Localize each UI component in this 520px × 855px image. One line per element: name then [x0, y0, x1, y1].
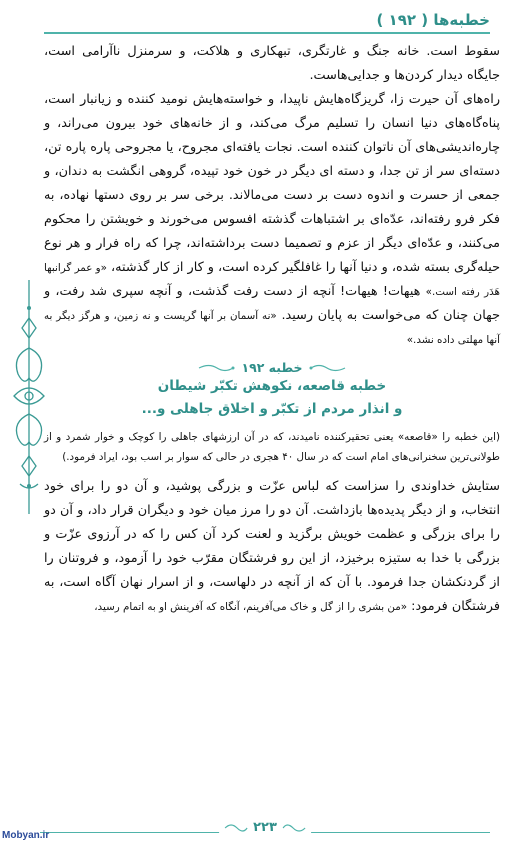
header-title: خطبه‌ها ( ۱۹۲ )	[376, 11, 490, 29]
page-content	[44, 40, 500, 619]
footer-left-flourish-icon	[223, 822, 249, 834]
left-flourish-icon	[309, 363, 347, 373]
paragraph-1: سقوط است. خانه جنگ و غارتگری، تبهکاری و هلاکت، و سرمنزل ناآرامی است، جایگاه دیدار کردن‌ها و جدایی‌هاست.	[44, 44, 500, 83]
right-flourish-icon	[197, 363, 235, 373]
sermon-body	[44, 475, 500, 619]
sermon-body-main: ستایش خداوندی را سزاست که لباس عزّت و بزرگی پوشید، و آن دو را برای خود انتخاب، و از دیگر پدیده‌ها بازداشت. آن دو را مرز میان خود و دیگران قرار داد، و آن دو را برای بزرگی و عظمت خویش برگزید و لعنت کرد آن کس را که در آرزوی عزّت و بزرگی با خدا به ستیزه برخیزد، از این رو فرشتگان مقرّب خود را آزمود، و فروتنان را از گردنکشان جدا فرمود. با آن که از آنچه در دلهاست، و از اسرار نهان آگاه است، به فرشتگان فرمود:	[44, 479, 500, 614]
sermon-title-line-2: و انذار مردم از تکبّر و اخلاق جاهلی و...	[141, 401, 403, 417]
intro-note: (این خطبه را «قاصعه» یعنی تحقیرکننده نامیدند، که در آن ارزشهای جاهلی را کوچک و خوار شمرد و از طولانی‌ترین سخنرانی‌های امام است که در سال ۴۰ هجری در حالی که سوار بر اسب بود، ایراد فرمود.)	[44, 431, 500, 463]
header-rule	[44, 32, 490, 34]
paragraph-2-main: راه‌های آن حیرت زا، گریزگاه‌هایش ناپیدا، و خواسته‌هایش نومید کننده و زیانبار است، پناه‌گاه‌های دنیا انسان را تسلیم مرگ می‌کند، و از خانه‌های خود بیرون می‌راند، و چاره‌اندیشی‌های آن ناتوان کننده است. نجات یافته‌ای مجروح، یا مجروحی پاره پاره تن، دسته‌ای سر از تن جدا، و دسته ای دیگر در خون خود تپیده، گروهی انگشت به دندان، و جمعی از حسرت و اندوه دست بر دست می‌مالاند. برخی سر بر روی دستها نهاده، به فکر فرو رفته‌اند، عدّه‌ای بر اشتباهات گذشته افسوس می‌خورند و خویشتن را محکوم می‌کنند، و عدّه‌ای دیگر از عزم و تصمیما دست برداشته‌اند، چرا که راه فرار و هر نوع حیله‌گری بسته شده، و دنیا آنها را غافلگیر کرده است، و کار از کار گذشته،	[44, 92, 500, 275]
paragraph-2-middle: هیهات! هیهات! آنچه از دست رفت گذشت، و آنچه سپری شد رفت، و جهان چنان که می‌خواست به پایان رسید.	[44, 284, 500, 323]
page-header	[44, 6, 490, 34]
side-ornament-icon	[6, 278, 52, 516]
quote-heaven-earth: «نه آسمان بر آنها گریست و نه زمین، و هرگز دیگر به آنها مهلتی داده نشد.»	[44, 310, 500, 346]
site-watermark: Mobyan.ir	[2, 830, 50, 841]
footer-right-flourish-icon	[281, 822, 307, 834]
page-number: ۲۲۳	[253, 820, 277, 835]
footer-ornament	[219, 820, 311, 835]
sermon-body-quote: «من بشری را از گل و خاک می‌آفرینم، آنگاه که آفرینش او به اتمام رسید،	[94, 601, 408, 613]
paragraph-2	[44, 88, 500, 352]
sermon-title-line-1: خطبه قاصعه، نکوهش تکبّر شیطان	[157, 378, 387, 394]
quote-wasted-life: «و عمر گرانبها هَدَر رفته است.»	[44, 262, 500, 298]
page-footer	[40, 818, 490, 848]
sermon-number-row	[44, 360, 500, 375]
sermon-number: خطبه ۱۹۲	[241, 360, 303, 375]
sermon-heading	[44, 360, 500, 421]
